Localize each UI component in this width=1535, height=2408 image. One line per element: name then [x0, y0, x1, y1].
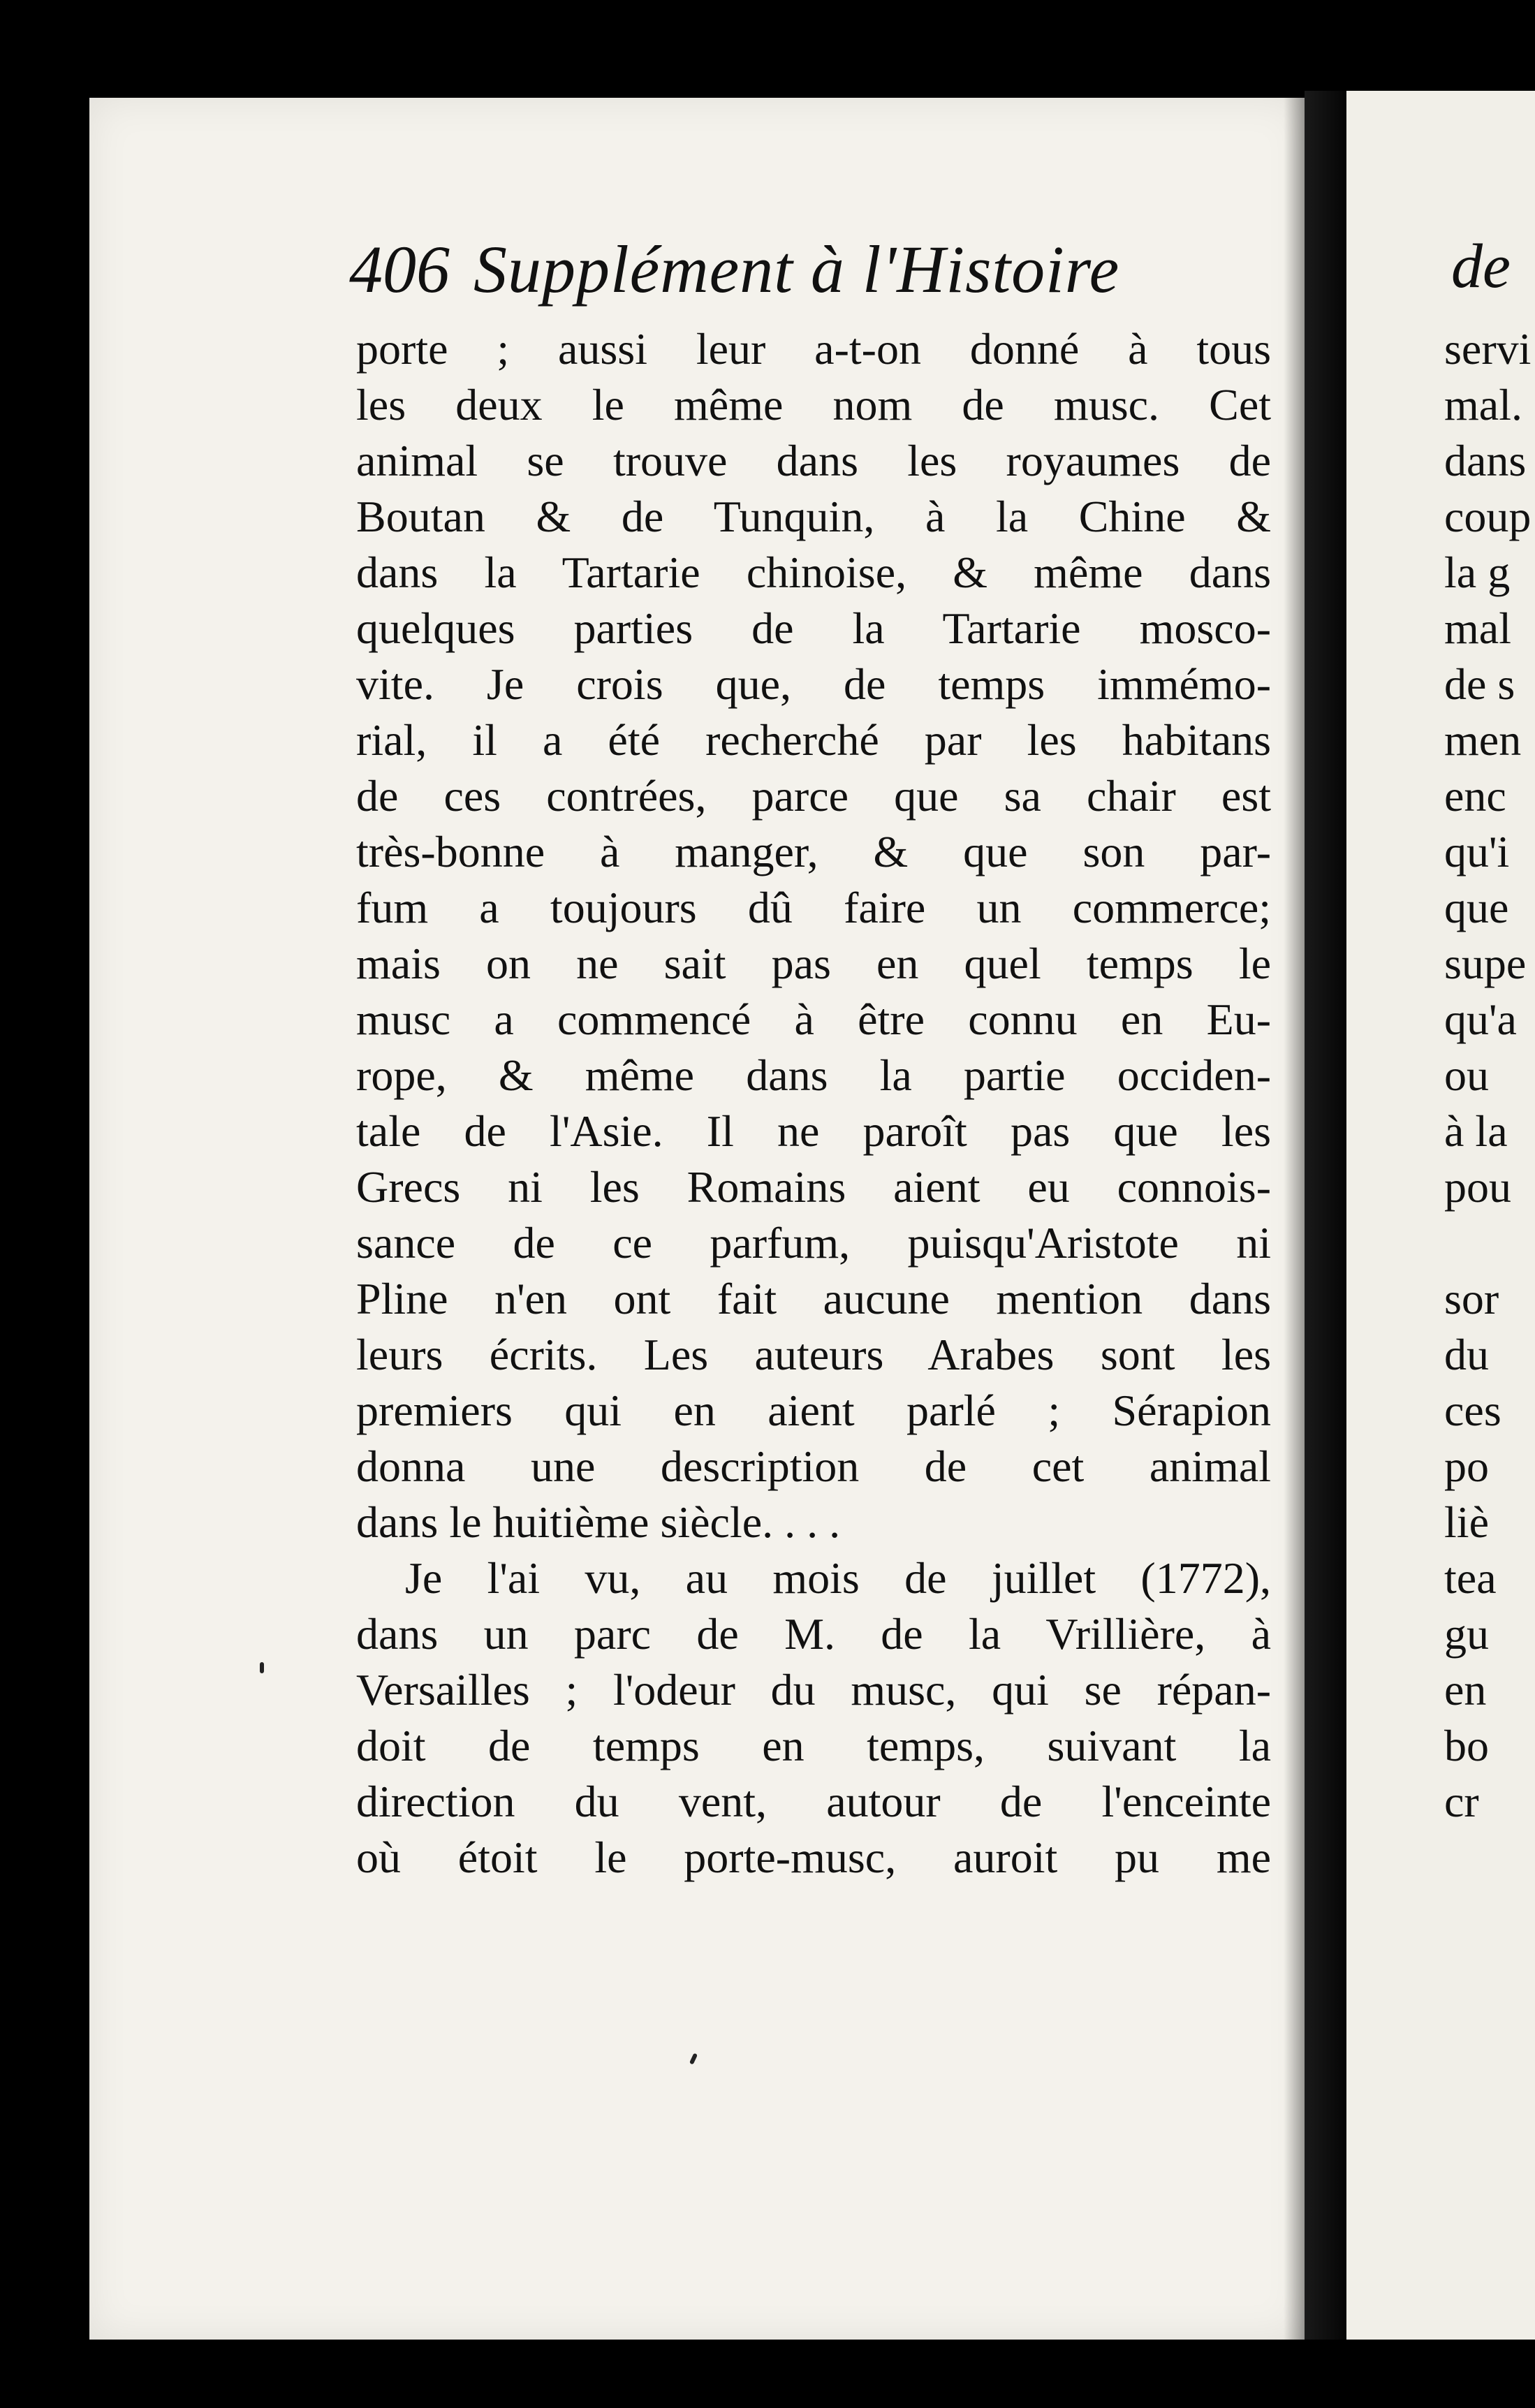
text-line: doit de temps en temps, suivant la — [356, 1721, 1271, 1770]
running-title: Supplément à l'Histoire — [473, 232, 1120, 307]
text-line: Versailles ; l'odeur du musc, qui se répan- — [356, 1665, 1271, 1715]
text-line: mais on ne sait pas en quel temps le — [356, 939, 1271, 988]
right-text-line: mal. — [1444, 380, 1522, 430]
text-line: leurs écrits. Les auteurs Arabes sont les — [356, 1330, 1271, 1379]
text-line: Boutan & de Tunquin, à la Chine & — [356, 492, 1271, 541]
page-number: 406 — [349, 232, 450, 307]
text-line: très-bonne à manger, & que son par- — [356, 827, 1271, 876]
right-text-line: po — [1444, 1441, 1489, 1491]
right-text-line: gu — [1444, 1609, 1489, 1659]
right-text-line: supe — [1444, 939, 1527, 988]
text-line: dans la Tartarie chinoise, & même dans — [356, 548, 1271, 597]
right-page-text — [1444, 321, 1535, 1830]
right-text-line: la g — [1444, 548, 1511, 597]
text-line: porte ; aussi leur a-t-on donné à tous — [356, 324, 1271, 374]
right-text-line: servi — [1444, 324, 1532, 374]
stray-ink-mark — [260, 1662, 264, 1673]
right-text-line: coup — [1444, 492, 1532, 541]
right-text-line: liè — [1444, 1497, 1489, 1547]
right-text-line: enc — [1444, 771, 1506, 821]
right-text-line — [1444, 1215, 1535, 1271]
right-text-line: que — [1444, 883, 1509, 932]
right-text-line: mal — [1444, 603, 1511, 653]
right-text-line: en — [1444, 1665, 1487, 1715]
right-text-line: qu'i — [1444, 827, 1510, 876]
right-text-line: bo — [1444, 1721, 1489, 1770]
text-line: les deux le même nom de musc. Cet — [356, 380, 1271, 430]
right-text-line: ou — [1444, 1050, 1489, 1100]
text-line: rial, il a été recherché par les habitans — [356, 715, 1271, 765]
right-text-line: ces — [1444, 1386, 1501, 1435]
text-line: premiers qui en aient parlé ; Sérapion — [356, 1386, 1271, 1435]
text-line: vite. Je crois que, de temps immémo- — [356, 659, 1271, 709]
text-line: tale de l'Asie. Il ne paroît pas que les — [356, 1106, 1271, 1156]
right-text-line: dans — [1444, 436, 1527, 485]
right-text-line: du — [1444, 1330, 1489, 1379]
right-page-header: de — [1451, 232, 1511, 301]
right-page — [1346, 91, 1535, 2340]
text-line: Je l'ai vu, au mois de juillet (1772), — [405, 1553, 1271, 1603]
body-text — [356, 321, 1271, 1886]
right-text-line: pou — [1444, 1162, 1511, 1212]
text-line: où étoit le porte-musc, auroit pu me — [356, 1833, 1271, 1882]
right-text-line: qu'a — [1444, 994, 1517, 1044]
text-line: sance de ce parfum, puisqu'Aristote ni — [356, 1218, 1271, 1268]
page-header — [349, 230, 1119, 314]
text-line: direction du vent, autour de l'enceinte — [356, 1777, 1271, 1826]
text-line: dans un parc de M. de la Vrillière, à — [356, 1609, 1271, 1659]
text-line: Pline n'en ont fait aucune mention dans — [356, 1274, 1271, 1323]
right-text-line: de s — [1444, 659, 1515, 709]
text-line: musc a commencé à être connu en Eu- — [356, 994, 1271, 1044]
text-line: quelques parties de la Tartarie mosco- — [356, 603, 1271, 653]
text-line: rope, & même dans la partie occiden- — [356, 1050, 1271, 1100]
text-line: de ces contrées, parce que sa chair est — [356, 771, 1271, 821]
text-line: donna une description de cet animal — [356, 1441, 1271, 1491]
text-line: dans le huitième siècle. . . . — [356, 1497, 841, 1547]
right-text-line: à la — [1444, 1106, 1508, 1156]
text-line: Grecs ni les Romains aient eu connois- — [356, 1162, 1271, 1212]
right-text-line: tea — [1444, 1553, 1497, 1603]
text-line: animal se trouve dans les royaumes de — [356, 436, 1271, 485]
right-text-line: men — [1444, 715, 1522, 765]
right-text-line: sor — [1444, 1274, 1499, 1323]
book-gutter — [1305, 91, 1346, 2340]
right-text-line: cr — [1444, 1777, 1479, 1826]
text-line: fum a toujours dû faire un commerce; — [356, 883, 1271, 932]
